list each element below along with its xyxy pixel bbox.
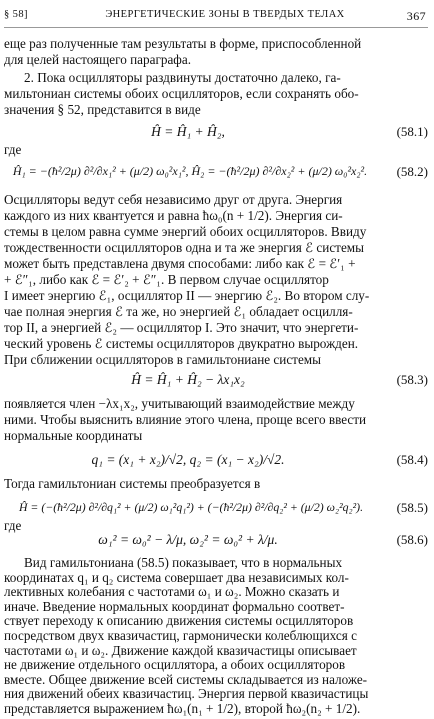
- equation-body: Ĥ = Ĥ₁ + Ĥ₂ − λx₁x₂: [131, 372, 245, 387]
- paragraph-4: появляется член −λx₁x₂, учитывающий взаимодействие между ними. Чтобы выяснить влияние этого члена, проще всего ввести нормальные координаты: [4, 396, 367, 443]
- equation-58-1: [4, 124, 428, 144]
- equation-number: (58.1): [396, 124, 428, 139]
- equation-number: (58.2): [396, 164, 428, 179]
- where-label: где: [4, 518, 22, 533]
- equation-58-5: [4, 500, 428, 520]
- equation-body: q₁ = (x₁ + x₂)/√2, q₂ = (x₁ − x₂)/√2.: [91, 452, 285, 467]
- running-header: [4, 9, 426, 25]
- equation-number: (58.5): [396, 500, 428, 515]
- header-rule: [4, 27, 428, 28]
- equation-number: (58.3): [396, 372, 428, 387]
- equation-number: (58.6): [396, 532, 428, 547]
- paragraph-1: еще раз полученные там результаты в форме, приспособленной для целей настоящего параграфа.: [4, 36, 362, 67]
- paragraph-5: Тогда гамильтониан системы преобразуется в: [4, 476, 261, 491]
- page-number: 367: [406, 9, 426, 23]
- where-label: где: [4, 142, 22, 157]
- equation-58-4: [4, 452, 428, 472]
- equation-body: Ĥ = Ĥ₁ + Ĥ₂,: [151, 124, 225, 139]
- equation-body: Ĥ = (−(ħ²/2μ) ∂²/∂q₁² + (μ/2) ω₁²q₁²) + (−(ħ²/2μ) ∂²/∂q₂² + (μ/2) ω₂²q₂²).: [18, 500, 364, 514]
- equation-number: (58.4): [396, 452, 428, 467]
- equation-58-6: [4, 532, 428, 552]
- section-ref: § 58]: [4, 9, 28, 20]
- paragraph-3: Осцилляторы ведут себя независимо друг от друга. Энергия каждого из них квантуется и равна ħω₀(n + 1/2). Энергия си- стемы в целом равна сумме энергий обоих осцилляторов. Ввиду тождественности осцилляторов одна и та же энергия ℰ системы может быть представлена двумя способами: либо как ℰ = ℰ′₁ + + ℰ″₁, либо как ℰ = ℰ′₂ + ℰ″₁. В первом случае осциллятор I имеет энергию ℰ₁, осциллятор II — энергию ℰ₂. Во втором слу- чае полная энергия ℰ та же, но энергией ℰ₁ обладает осцилля- тор II, а энергией ℰ₂ — осциллятор I. Это значит, что энергети- ческий уровень ℰ системы осцилляторов двукратно вырожден. При сближении осцилляторов в гамильтониане системы: [4, 192, 370, 367]
- equation-body: Ĥ₁ = −(ħ²/2μ) ∂²/∂x₁² + (μ/2) ω₀²x₁², Ĥ₂ = −(ħ²/2μ) ∂²/∂x₂² + (μ/2) ω₀²x₂².: [12, 164, 368, 178]
- paragraph-6: Вид гамильтониана (58.5) показывает, что в нормальных координатах q₁ и q₂ система совершает два независимых кол- лективных колебания с частотами ω₁ и ω₂. Можно сказать и иначе. Введение нормальных координат формально соответ- ствует переходу к описанию движения системы осцилляторов посредством двух квазичастиц, гармонически колеблющихся с частотами ω₁ и ω₂. Движение каждой квазичастицы описывает не движение отдельного осциллятора, а обоих осцилляторов вместе. Общее движение всей системы складывается из наложе- ния движений обеих квазичастиц. Энергия первой квазичастицы представляется выражением ħω₁(n₁ + 1/2), второй ħω₂(n₂ + 1/2).: [4, 556, 369, 716]
- running-title: ЭНЕРГЕТИЧЕСКИЕ ЗОНЫ В ТВЕРДЫХ ТЕЛАХ: [105, 9, 345, 20]
- paragraph-2: 2. Пока осцилляторы раздвинуты достаточно далеко, га- мильтониан системы обоих осцилляторов, если сохранять обо- значения § 52, представится в виде: [4, 70, 359, 117]
- equation-body: ω₁² = ω₀² − λ/μ, ω₂² = ω₀² + λ/μ.: [98, 532, 278, 547]
- equation-58-2: [4, 164, 428, 184]
- equation-58-3: [4, 372, 428, 392]
